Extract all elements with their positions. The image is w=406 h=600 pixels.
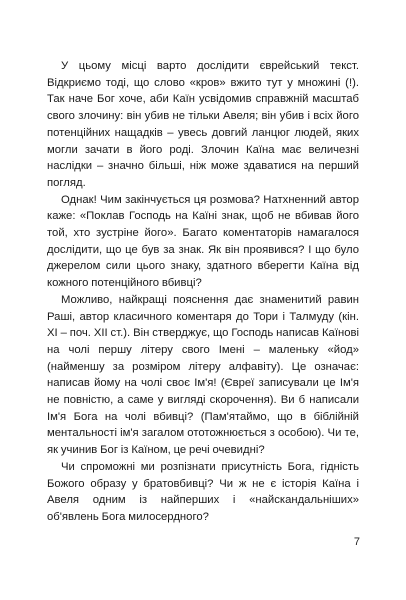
page-body: [47, 58, 359, 526]
paragraph-3: Можливо, найкращі пояснення дає знаменитий равин Раші, автор класичного коментаря до Тори і Талмуду (кін. XI – поч. XII ст.). Він стверджує, що Господь написав Каїнові на чолі першу літеру свого Імені – маленьку «йод» (найменшу за розміром літеру алфавіту). Це означає: написав йому на чолі своє Ім'я! (Євреї записували це Ім'я не повністю, а саме у вигляді скорочення). Ви б написали Ім'я Бога на чолі вбивці? (Пам'ятаймо, що в біблійній ментальності ім'я загалом ототожнюється з особою). Чи те, як учинив Бог із Каїном, це речі очевидні?: [47, 293, 359, 457]
page-number: 7: [353, 536, 360, 548]
paragraph-4: Чи спроможні ми розпізнати присутність Бога, гідність Божого образу у братовбивці? Чи ж не є історія Каїна і Авеля одним із найперших і «найскандальніших» об'явлень Бога милосердного?: [47, 460, 359, 523]
paragraph-1: У цьому місці варто дослідити єврейський текст. Відкриємо тоді, що слово «кров» вжито тут у множині (!). Так наче Бог хоче, аби Каїн усвідомив справжній масштаб свого злочину: він убив не тільки Авеля; він убив і всіх його потенційних нащадків – увесь довгий ланцюг людей, яких могли зачати в його роді. Злочин Каїна має величезні наслідки – значно більші, ніж може здаватися на перший погляд.: [47, 60, 359, 189]
paragraph-2: Однак! Чим закінчується ця розмова? Натхненний автор каже: «Поклав Господь на Каїні знак, щоб не вбивав його той, хто зустріне його». Багато коментаторів намагалося дослідити, що це був за знак. Як він проявився? І що було джерелом сили цього знаку, здатного вберегти Каїна від кожного потенційного вбивці?: [47, 193, 359, 290]
